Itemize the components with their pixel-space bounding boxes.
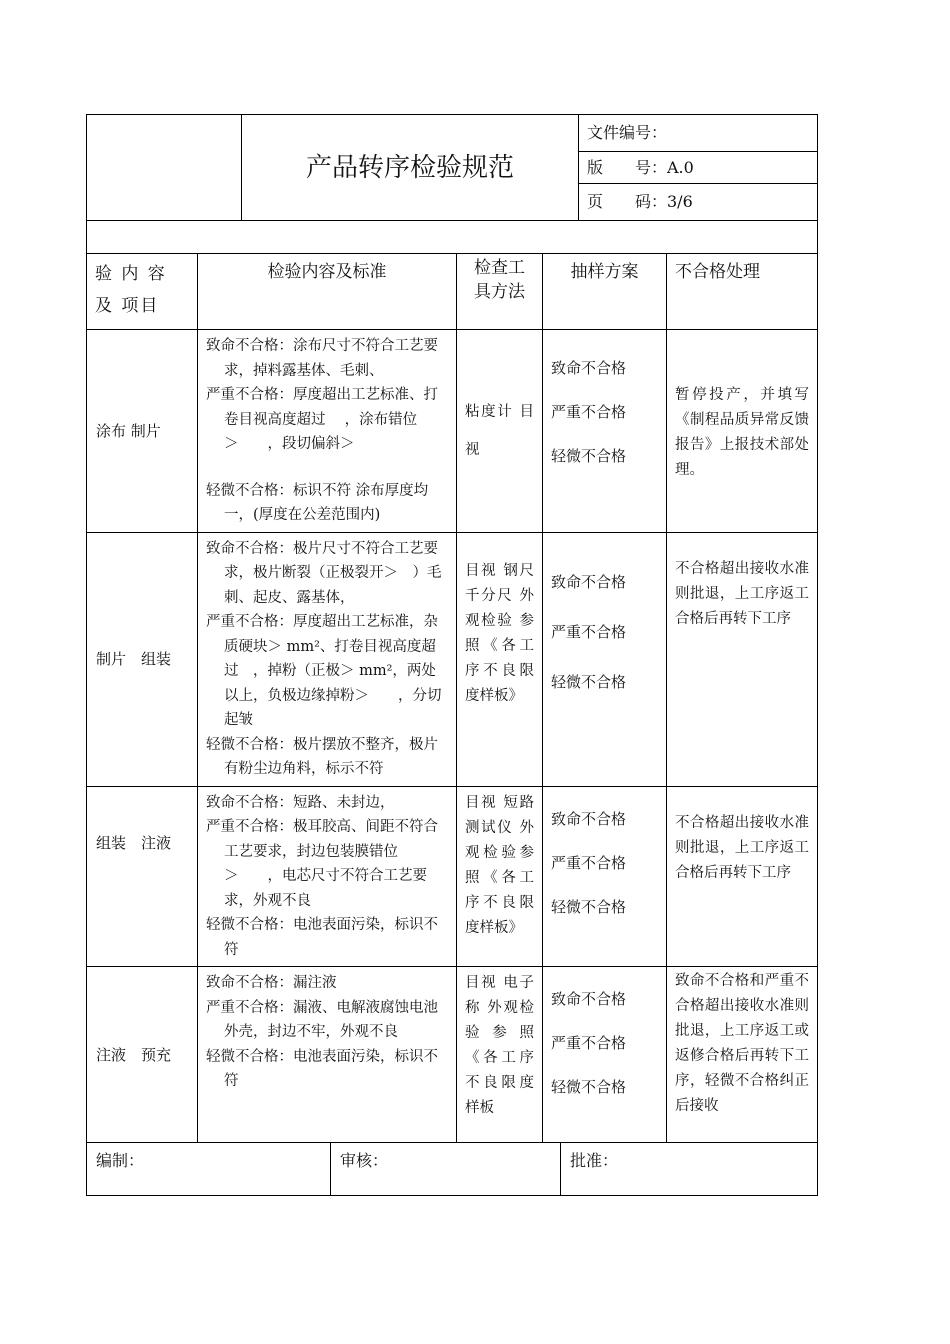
standard-line: 致命不合格：短路、未封边， xyxy=(206,794,395,811)
sampling-line: 轻微不合格 xyxy=(551,447,627,465)
reviewed-by-field: 审核： xyxy=(331,1143,561,1196)
sampling-line: 严重不合格 xyxy=(551,622,627,641)
standard-line: 严重不合格：极耳胶高、间距不符合工艺要求，封边包装膜错位＞ ，电芯尺寸不符合工艺要求，外观不良 xyxy=(206,819,438,909)
row-standard xyxy=(198,786,457,967)
row-handling: 致命不合格和严重不合格超出接收水准则批退，上工序返工或返修合格后再转下工序，轻微不合格纠正后接收 xyxy=(667,967,818,1143)
col-header-standard: 检验内容及标准 xyxy=(198,254,457,330)
standard-line: 致命不合格：漏注液 xyxy=(206,975,337,991)
sampling-line: 严重不合格 xyxy=(551,853,627,872)
col-header-sampling: 抽样方案 xyxy=(543,254,667,330)
row-sampling xyxy=(543,532,667,786)
inspection-spec-document xyxy=(86,114,817,1196)
standard-line: 严重不合格：厚度超出工艺标准，杂质硬块＞ mm²、打卷目视高度超过 ，掉粉（正极＞ mm²，两处以上，负极边缘掉粉＞ ，分切起皱 xyxy=(206,614,442,728)
row-sampling xyxy=(543,330,667,533)
standard-line xyxy=(206,457,450,479)
sampling-line: 严重不合格 xyxy=(551,403,627,421)
version-field: 版 号：A.0 xyxy=(579,152,818,184)
approved-by-field: 批准： xyxy=(561,1143,818,1196)
row-handling: 不合格超出接收水准则批退，上工序返工合格后再转下工序 xyxy=(667,532,818,786)
row-sampling xyxy=(543,786,667,967)
table-row xyxy=(87,532,818,786)
row-standard xyxy=(198,967,457,1143)
sampling-line: 致命不合格 xyxy=(551,359,627,377)
header-table xyxy=(86,114,818,221)
row-item: 涂布 制片 xyxy=(87,330,198,533)
compiled-by-field: 编制： xyxy=(87,1143,331,1196)
sampling-line: 轻微不合格 xyxy=(551,1078,627,1096)
table-row xyxy=(87,967,818,1143)
standard-line: 严重不合格：漏液、电解液腐蚀电池外壳，封边不牢，外观不良 xyxy=(206,999,438,1040)
row-tool: 目视 短路测试仪 外观检验参照《各工序不良限度样板》 xyxy=(457,786,543,967)
row-sampling xyxy=(543,967,667,1143)
standard-line: 轻微不合格：极片摆放不整齐，极片有粉尘边角料，标示不符 xyxy=(206,736,438,777)
standard-line: 轻微不合格：电池表面污染，标识不符 xyxy=(206,1048,438,1089)
row-standard xyxy=(198,330,457,533)
row-handling: 不合格超出接收水准则批退，上工序返工合格后再转下工序 xyxy=(667,786,818,967)
row-handling: 暂停投产，并填写《制程品质异常反馈报告》上报技术部处理。 xyxy=(667,330,818,533)
table-row xyxy=(87,786,818,967)
row-item: 制片 组装 xyxy=(87,532,198,786)
page-number-field: 页 码：3/6 xyxy=(579,184,818,221)
standard-line: 严重不合格：厚度超出工艺标准、打卷目视高度超过 ，涂布错位＞ ，段切偏斜＞ xyxy=(206,387,438,452)
document-title: 产品转序检验规范 xyxy=(242,115,579,221)
standard-line: 轻微不合格：电池表面污染，标识不符 xyxy=(206,917,438,958)
row-standard xyxy=(198,532,457,786)
logo-cell xyxy=(87,115,242,221)
row-item: 注液 预充 xyxy=(87,967,198,1143)
row-tool: 目视 电子称 外观检验参照《各工序不良限度样板 xyxy=(457,967,543,1143)
sampling-line: 致命不合格 xyxy=(551,809,627,828)
row-tool: 目视 钢尺 千分尺 外观检验 参照《各工序不良限度样板》 xyxy=(457,532,543,786)
sampling-line: 轻微不合格 xyxy=(551,897,627,916)
col-header-handling: 不合格处理 xyxy=(667,254,818,330)
row-item: 组装 注液 xyxy=(87,786,198,967)
blank-row xyxy=(87,221,818,254)
col-header-item: 验 内 容 及 项目 xyxy=(87,254,198,330)
signature-table xyxy=(86,1142,818,1196)
sampling-line: 严重不合格 xyxy=(551,1034,627,1052)
row-tool: 粘度计 目视 xyxy=(457,330,543,533)
col-header-tool: 检查工具方法 xyxy=(457,254,543,330)
standard-line: 轻微不合格：标识不符 涂布厚度均一，(厚度在公差范围内) xyxy=(206,482,429,523)
spec-table xyxy=(86,220,818,1143)
file-number-field: 文件编号： xyxy=(579,115,818,152)
sampling-line: 致命不合格 xyxy=(551,572,627,591)
standard-line: 致命不合格：涂布尺寸不符合工艺要求，掉料露基体、毛刺、 xyxy=(206,338,438,379)
table-row xyxy=(87,330,818,533)
standard-line: 致命不合格：极片尺寸不符合工艺要求，极片断裂（正极裂开＞ ）毛刺、起皮、露基体， xyxy=(206,540,442,606)
sampling-line: 致命不合格 xyxy=(551,990,627,1008)
sampling-line: 轻微不合格 xyxy=(551,672,627,691)
